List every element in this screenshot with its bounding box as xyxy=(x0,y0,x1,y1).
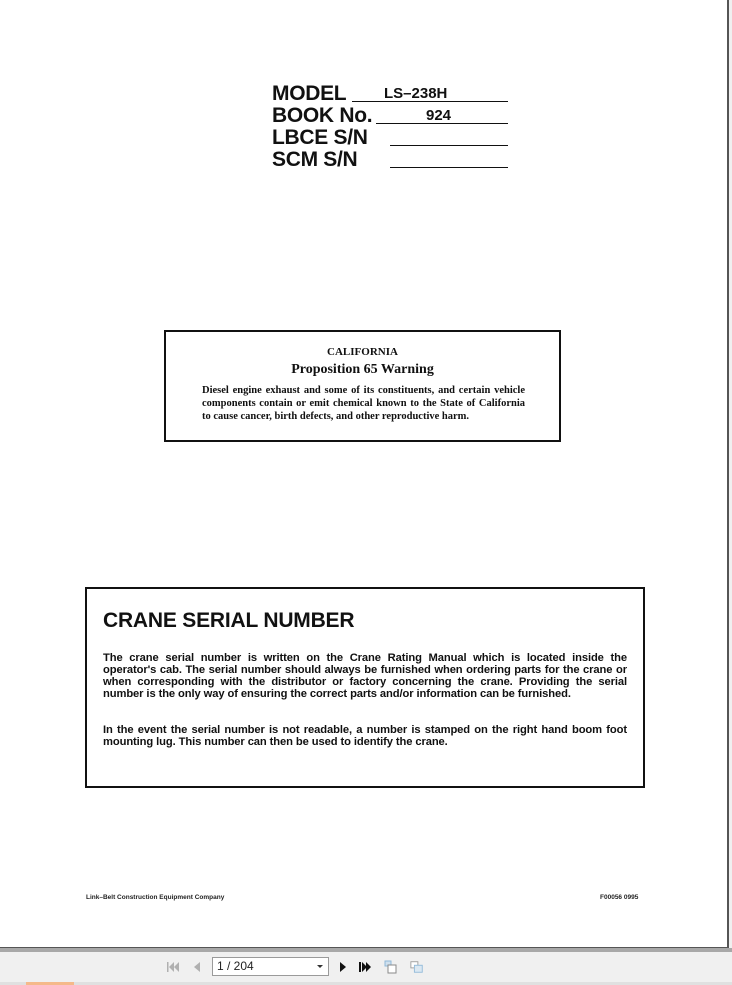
crane-serial-paragraph-2: In the event the serial number is not readable, a number is stamped on the right hand boom foot mounting lug. This number can then be used to identify the crane. xyxy=(103,724,627,748)
next-page-icon[interactable] xyxy=(336,961,350,973)
first-page-icon[interactable] xyxy=(166,961,180,973)
chevron-down-icon[interactable] xyxy=(317,965,323,968)
prop65-state: CALIFORNIA xyxy=(327,346,398,358)
footer-company: Link–Belt Construction Equipment Company xyxy=(86,894,225,901)
model-label: MODEL xyxy=(272,82,347,105)
book-row xyxy=(272,105,512,127)
scm-underline xyxy=(390,167,508,168)
scm-row xyxy=(272,149,512,171)
last-page-icon[interactable] xyxy=(358,961,372,973)
lbce-label: LBCE S/N xyxy=(272,126,368,149)
model-row xyxy=(272,83,512,105)
page-navigation-toolbar xyxy=(0,952,732,982)
book-label: BOOK No. xyxy=(272,104,373,127)
book-value: 924 xyxy=(426,107,452,124)
crane-serial-box xyxy=(85,587,645,788)
crane-serial-paragraph-1: The crane serial number is written on the Crane Rating Manual which is located inside the operator's cab. The serial number should always be furnished when ordering parts for the crane or when corresponding with the distributor or factory concerning the crane. Providing the serial number is the only way of ensuring the correct parts and/or information can be furnished. xyxy=(103,652,627,700)
previous-page-icon[interactable] xyxy=(190,961,204,973)
page-indicator: 1 / 204 xyxy=(217,959,254,973)
prop65-title: Proposition 65 Warning xyxy=(291,362,434,377)
model-value: LS–238H xyxy=(384,85,448,102)
crane-serial-title: CRANE SERIAL NUMBER xyxy=(103,609,355,632)
page-number-select[interactable] xyxy=(212,957,329,976)
scm-label: SCM S/N xyxy=(272,148,358,171)
prop65-body: Diesel engine exhaust and some of its constituents, and certain vehicle components contain or emit chemical known to the State of California to cause cancer, birth defects, and other reproductive harm. xyxy=(202,385,525,422)
model-info-block xyxy=(272,83,512,171)
single-page-view-icon[interactable] xyxy=(384,961,398,973)
lbce-row xyxy=(272,127,512,149)
prop65-warning-box xyxy=(164,330,561,442)
two-page-view-icon[interactable] xyxy=(410,961,424,973)
lbce-underline xyxy=(390,145,508,146)
footer-code: F00056 0995 xyxy=(600,894,639,901)
